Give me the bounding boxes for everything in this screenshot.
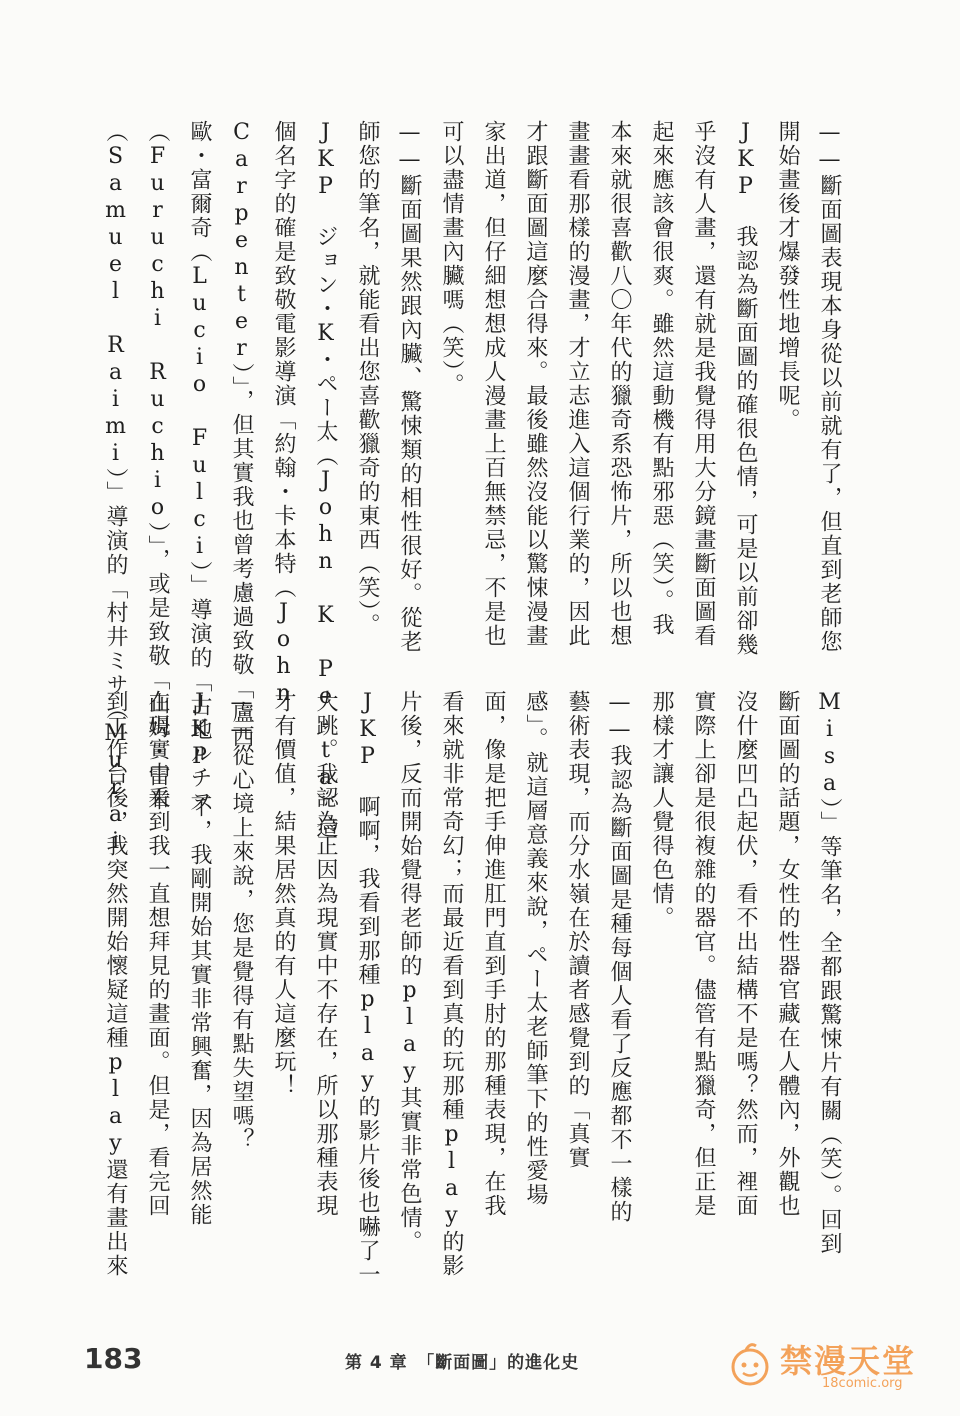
upper-text-column: 才跟斷面圖這麼合得來。最後雖然沒能以驚悚漫畫 — [523, 120, 548, 648]
upper-text-column: 起來應該會很爽。雖然這動機有點邪惡（笑）。我 — [649, 120, 674, 637]
watermark — [722, 1330, 942, 1400]
lower-text-column: JKP 不，我剛開始其實非常興奮，因為居然能 — [187, 690, 212, 1227]
lower-text-column: 才有價值，結果居然真的有人這麼玩！ — [271, 690, 296, 1098]
upper-text-column: 乎沒有人畫，還有就是我覺得用大分鏡畫斷面圖看 — [691, 120, 716, 648]
upper-text-column: 家出道，但仔細想想成人漫畫上百無禁忌，不是也 — [481, 120, 506, 648]
lower-text-column: 沒什麼凹凸起伏，看不出結構不是嗎？然而，裡面 — [733, 690, 758, 1218]
lower-text-column: 看來就非常奇幻；而最近看到真的玩那種play的影 — [439, 690, 464, 1278]
lower-text-column: 實際上卻是很複雜的器官。儘管有點獵奇，但正是 — [691, 690, 716, 1218]
lower-text-column: JKP 啊啊，我看到那種play的影片後也嚇了一 — [355, 690, 380, 1287]
upper-text-column: （Furuchi Ruchio）」，或是致敬「山姆・雷米 — [145, 120, 170, 812]
lower-text-column: Misa）」等筆名，全都跟驚悚片有關（笑）。回到 — [817, 690, 842, 1256]
lower-text-column: 到工作台後，我突然開始懷疑這種play還有畫出來 — [103, 690, 128, 1278]
text-block-lower — [90, 690, 850, 1287]
lower-text-column: 片後，反而開始覺得老師的play其實非常色情。 — [397, 690, 422, 1254]
upper-text-column: 歐・富爾奇（Lucio Fulci）」導演的「古地ルチヲ — [187, 120, 212, 814]
lower-text-column: 在現實中看到我一直想拜見的畫面。但是，看完回 — [145, 690, 170, 1218]
upper-text-column: JKP ジョン・K・ペー太（John K Pe-ta）這 — [313, 120, 338, 840]
watermark-url: 18comic.org — [822, 1376, 903, 1391]
upper-text-column: JKP 我認為斷面圖的確很色情，可是以前卻幾 — [733, 120, 758, 657]
lower-text-column: 斷面圖的話題，女性的性器官藏在人體內，外觀也 — [775, 690, 800, 1218]
watermark-title: 禁漫天堂 — [780, 1342, 917, 1380]
lower-text-column: ——從心境上來說，您是覺得有點失望嗎？ — [229, 690, 254, 1152]
lower-text-column: ——我認為斷面圖是種每個人看了反應都不一樣的 — [607, 690, 632, 1224]
lower-text-column: 大跳。我認為正因為現實中不存在，所以那種表現 — [313, 690, 338, 1218]
upper-text-column: Carpenter）」，但其實我也曾考慮過致敬「盧西 — [229, 120, 254, 749]
upper-text-column: 畫畫看那樣的漫畫，才立志進入這個行業的，因此 — [565, 120, 590, 648]
page-number: 183 — [84, 1342, 143, 1375]
upper-text-column: 師您的筆名，就能看出您喜歡獵奇的東西（笑）。 — [355, 120, 380, 637]
lower-text-column: 感」。就這層意義來說，ペー太老師筆下的性愛場 — [523, 690, 548, 1207]
mascot-logo-icon — [726, 1340, 774, 1388]
lower-text-column: 那樣才讓人覺得色情。 — [649, 690, 674, 930]
upper-text-column: 本來就很喜歡八〇年代的獵奇系恐怖片，所以也想 — [607, 120, 632, 648]
upper-text-column: 個名字的確是致敬電影導演「約翰・卡本特（John — [271, 120, 296, 708]
lower-text-column: 藝術表現，而分水嶺在於讀者感覺到的「真實 — [565, 690, 590, 1170]
upper-text-column: 可以盡情畫內臟嗎（笑）。 — [439, 120, 464, 397]
upper-text-column: （Samuel Raimi）」導演的「村井ミサ（Murai — [103, 120, 128, 856]
upper-text-column: ——斷面圖表現本身從以前就有了，但直到老師您 — [817, 120, 842, 654]
upper-text-column: 開始畫後才爆發性地增長呢。 — [775, 120, 800, 432]
chapter-title: 第 4 章 「斷面圖」的進化史 — [345, 1353, 580, 1373]
upper-text-column: ——斷面圖果然跟內臟、驚悚類的相性很好。從老 — [397, 120, 422, 654]
lower-text-column: 面，像是把手伸進肛門直到手肘的那種表現，在我 — [481, 690, 506, 1218]
page-footer — [0, 1330, 960, 1390]
